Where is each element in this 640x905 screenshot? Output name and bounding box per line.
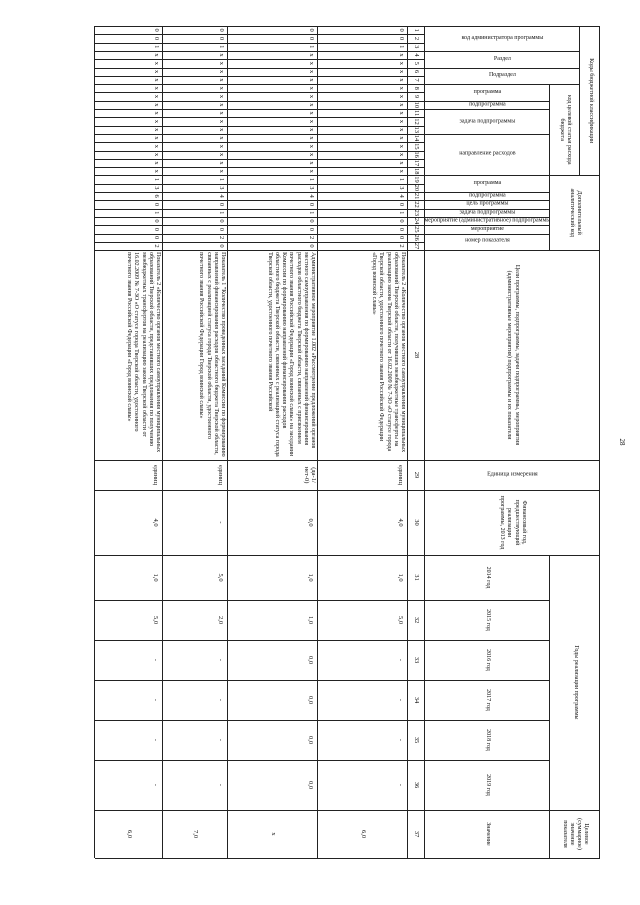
- row-description: Показатель 1 "Количество проведенных заседаний Комиссии по формированию направлений финансирования расходов областного бюджета Тверской области, связанных с реализацией статуса города Тверской области, удостоенного почетного звания Российской Федерации Город воинской славы»: [198, 252, 226, 457]
- row-year-value: 5,0: [151, 615, 159, 625]
- code-digit: 2: [397, 244, 405, 248]
- code-digit: x: [217, 103, 225, 107]
- code-digit: 3: [397, 186, 405, 190]
- code-digit: 0: [397, 227, 405, 231]
- code-digit: 0: [307, 202, 315, 207]
- table-border-left: [95, 26, 600, 27]
- code-digit: x: [397, 136, 405, 140]
- code-digit: x: [152, 153, 160, 157]
- code-digit: 0: [217, 202, 225, 207]
- column-number: 13: [413, 126, 421, 133]
- code-digit: 6: [152, 194, 160, 198]
- code-digit: 0: [307, 36, 315, 41]
- code-digit: 1: [217, 45, 225, 49]
- code-digit: 2: [307, 236, 315, 240]
- code-digit: x: [152, 53, 160, 57]
- code-digit: x: [307, 53, 315, 57]
- code-digit: x: [152, 128, 160, 132]
- header-target: Целевое (суммарное) значение показателя: [561, 818, 590, 850]
- code-digit: 0: [397, 202, 405, 207]
- row-target-value: 6,0: [359, 829, 367, 839]
- row-year-value: 5,0: [396, 615, 404, 625]
- column-rule: [95, 159, 425, 160]
- column-rule: [95, 234, 550, 235]
- code-digit: 0: [152, 227, 160, 231]
- column-number: 23: [413, 209, 421, 216]
- code-digit: 4: [397, 194, 405, 198]
- column-number: 2: [413, 36, 421, 41]
- code-digit: x: [152, 111, 160, 115]
- code-digit: x: [152, 161, 160, 165]
- code-digit: x: [397, 70, 405, 74]
- header-additional-code: Дополнительный аналитический код: [569, 188, 583, 237]
- row-year-value: -: [216, 738, 224, 742]
- column-rule: [95, 175, 600, 176]
- row-target-value: x: [269, 832, 277, 836]
- code-digit: x: [307, 136, 315, 140]
- row-description: Показатель 2 «Количество органов местного самоуправления муниципальных образований Тверской области, получивших межбюджетные трансферты на реализацию закона Тверской области от 16.02.2009 № 7-ЗО «О статусе города Тверской области, удостоенного почетного звания Российской Федерации «Город воинской славы»: [371, 252, 406, 453]
- column-rule: [95, 101, 550, 102]
- header-unit: Единица измерения: [487, 471, 538, 478]
- header-year-2016: 2016 год: [485, 649, 492, 671]
- column-rule: [95, 209, 550, 210]
- code-digit: 0: [307, 227, 315, 231]
- code-digit: x: [217, 111, 225, 115]
- column-number: 15: [413, 143, 421, 150]
- code-digit: 1: [307, 211, 315, 215]
- column-rule: [95, 600, 550, 601]
- code-digit: 0: [397, 36, 405, 41]
- table-border-top: [599, 26, 600, 858]
- code-digit: x: [152, 70, 160, 74]
- row-year-value: 0,0: [306, 695, 314, 705]
- row-year-value: -: [151, 698, 159, 702]
- column-rule: [95, 117, 425, 118]
- code-digit: 1: [307, 45, 315, 49]
- code-digit: x: [397, 128, 405, 132]
- header-add-measure: мероприятие: [470, 225, 505, 232]
- code-digit: 0: [397, 28, 405, 32]
- header-add-subprogram: подпрограмма: [469, 192, 506, 199]
- column-rule: [95, 217, 550, 218]
- row-prev-year: 4,0: [396, 518, 404, 527]
- row-year-value: -: [216, 783, 224, 787]
- column-rule: [95, 84, 580, 85]
- header-admin-code: код администратора программы: [461, 34, 544, 41]
- column-number: 36: [413, 781, 421, 789]
- header-goals: Цели программы, подпрограммы, задачи подпрограммы, мероприятия (административные мероприятия) подпрограммы и их показатели: [506, 264, 520, 446]
- column-rule: [95, 640, 550, 641]
- code-digit: x: [217, 94, 225, 99]
- header-subsection: Подраздел: [489, 72, 516, 79]
- column-rule: [95, 460, 600, 461]
- row-year-value: -: [151, 783, 159, 787]
- column-rule: [95, 126, 425, 127]
- column-number: 14: [413, 134, 421, 142]
- code-digit: 0: [217, 28, 225, 32]
- column-rule: [95, 680, 550, 681]
- code-digit: x: [397, 169, 405, 173]
- row-year-value: 1,0: [306, 615, 314, 625]
- row-year-value: 1,0: [396, 573, 404, 582]
- code-digit: 0: [152, 202, 160, 207]
- header-expense-code: код целевой статьи расхода бюджета: [559, 94, 573, 165]
- column-number: 1: [413, 28, 421, 32]
- code-digit: x: [397, 153, 405, 157]
- code-digit: 1: [152, 211, 160, 215]
- column-rule: [95, 192, 550, 193]
- row-unit: единиц: [216, 464, 224, 486]
- code-digit: 1: [307, 177, 315, 182]
- header-year-2014: 2014 год: [485, 566, 492, 589]
- code-digit: 4: [307, 194, 315, 198]
- row-year-value: -: [151, 738, 159, 742]
- header-add-goal: цель программы: [466, 200, 509, 207]
- column-number: 11: [413, 110, 421, 117]
- header-add-event: мероприятие (административное) подпрограммы: [425, 217, 550, 224]
- code-digit: 0: [217, 244, 225, 248]
- column-number: 18: [413, 168, 421, 175]
- code-digit: x: [397, 53, 405, 57]
- code-digit: x: [307, 119, 315, 124]
- row-description: Показатель 2 «Количество органов местного самоуправления муниципальных образований Тверской области, представивших предложения по получению межбюджетных трансфертов на реализацию закона Тверской области от 16.02.2009 № 7-ЗО «О статусе города Тверской области, удостоенного почетного звания Российской Федерации «Город воинской славы»: [126, 252, 161, 453]
- header-year-2018: 2018 год: [485, 729, 492, 751]
- row-year-value: -: [396, 738, 404, 742]
- code-digit: x: [217, 128, 225, 132]
- row-year-value: -: [216, 698, 224, 702]
- column-number: 24: [413, 217, 421, 225]
- column-rule: [95, 151, 425, 152]
- code-digit: x: [307, 161, 315, 165]
- code-digit: 0: [217, 219, 225, 223]
- row-unit: единиц: [151, 464, 159, 486]
- code-digit: 4: [217, 194, 225, 198]
- column-number: 20: [413, 184, 421, 192]
- code-digit: x: [217, 161, 225, 165]
- column-number: 6: [413, 70, 421, 74]
- code-digit: x: [397, 78, 405, 82]
- code-digit: x: [152, 94, 160, 99]
- column-rule: [95, 51, 580, 52]
- header-budget-codes: Коды бюджетной классификации: [587, 58, 594, 144]
- column-rule: [95, 109, 550, 110]
- code-digit: x: [152, 136, 160, 140]
- row-year-value: -: [396, 658, 404, 662]
- column-rule: [95, 490, 600, 491]
- column-rule: [95, 242, 425, 243]
- code-digit: 0: [152, 36, 160, 41]
- code-digit: x: [217, 144, 225, 148]
- code-digit: x: [152, 144, 160, 148]
- column-number: 26: [413, 234, 421, 241]
- column-number: 22: [413, 201, 421, 208]
- column-number: 3: [413, 45, 421, 49]
- row-year-value: -: [396, 783, 404, 787]
- column-rule: [95, 134, 550, 135]
- code-digit: x: [307, 94, 315, 99]
- row-year-value: 0,0: [306, 655, 314, 665]
- code-digit: x: [217, 153, 225, 157]
- code-digit: x: [307, 86, 315, 90]
- column-number: 21: [413, 192, 421, 200]
- code-digit: x: [397, 161, 405, 165]
- code-digit: 3: [307, 186, 315, 190]
- table-border-right: [95, 858, 600, 859]
- header-add-task: задача подпрограммы: [459, 209, 516, 216]
- column-number: 9: [413, 94, 421, 99]
- column-number: 28: [413, 351, 421, 359]
- header-years: Годы реализации программы: [572, 645, 579, 720]
- code-digit: 1: [217, 177, 225, 182]
- code-digit: x: [307, 61, 315, 65]
- code-digit: x: [217, 70, 225, 74]
- row-target-value: 6,0: [125, 829, 133, 839]
- code-digit: x: [217, 86, 225, 90]
- column-rule: [95, 200, 550, 201]
- row-prev-year: 0,0: [306, 518, 314, 527]
- column-rule: [95, 92, 425, 93]
- code-digit: x: [307, 153, 315, 157]
- column-number: 17: [413, 159, 421, 167]
- column-number: 10: [413, 101, 421, 109]
- column-rule: [95, 225, 550, 226]
- code-digit: 0: [217, 36, 225, 41]
- column-number: 19: [413, 176, 421, 183]
- column-rule: [95, 555, 600, 556]
- row-unit: единиц: [396, 464, 404, 486]
- code-digit: 2: [217, 236, 225, 240]
- code-digit: x: [397, 103, 405, 107]
- column-number: 31: [413, 574, 421, 581]
- header-year-2017: 2017 год: [485, 689, 492, 711]
- code-digit: x: [152, 78, 160, 82]
- header-subprogram: подпрограмма: [469, 101, 506, 108]
- code-digit: 1: [152, 177, 160, 182]
- code-digit: 3: [152, 186, 160, 190]
- code-digit: x: [152, 86, 160, 90]
- row-year-value: 0,0: [306, 735, 314, 745]
- column-number: 27: [413, 242, 421, 250]
- code-digit: 1: [397, 45, 405, 49]
- row-year-value: 0,0: [306, 780, 314, 790]
- column-number: 5: [413, 61, 421, 65]
- row-year-value: 1,0: [151, 573, 159, 582]
- row-target-value: 7,0: [192, 829, 200, 839]
- column-number: 16: [413, 151, 421, 158]
- column-number: 7: [413, 78, 421, 82]
- code-digit: x: [397, 119, 405, 124]
- code-digit: 0: [307, 244, 315, 248]
- code-digit: 2: [152, 244, 160, 248]
- header-year-2015: 2015 год: [485, 609, 492, 631]
- column-number: 35: [413, 736, 421, 744]
- header-prev-year: Финансовый год, предшествующий реализации программы, 2013 год: [499, 495, 527, 550]
- code-digit: x: [217, 119, 225, 124]
- code-digit: x: [217, 61, 225, 65]
- code-digit: x: [217, 53, 225, 57]
- header-rule: [579, 26, 580, 175]
- code-digit: x: [307, 144, 315, 148]
- code-digit: 0: [307, 219, 315, 223]
- column-number: 32: [413, 616, 421, 624]
- code-digit: x: [307, 103, 315, 107]
- column-rule: [95, 250, 600, 251]
- code-digit: 1: [397, 211, 405, 215]
- column-number: 12: [413, 118, 421, 125]
- code-digit: 0: [217, 227, 225, 231]
- code-digit: x: [397, 61, 405, 65]
- code-digit: x: [307, 169, 315, 173]
- column-rule: [95, 720, 550, 721]
- column-rule: [95, 76, 425, 77]
- column-rule: [95, 34, 425, 35]
- code-digit: x: [307, 128, 315, 132]
- column-number: 8: [413, 86, 421, 90]
- row-prev-year: 4,0: [151, 518, 159, 527]
- code-digit: x: [397, 111, 405, 115]
- column-number: 25: [413, 226, 421, 233]
- header-rule: [549, 84, 550, 175]
- row-year-value: -: [396, 698, 404, 702]
- row-year-value: 5,0: [216, 573, 224, 582]
- row-description: Административное мероприятие 1.002 «Рассмотрение предложений органов местного самоуправления по формированию направлений финансирования расходов областного бюджета Тверской области, связанных с присвоением почетного звания Российской Федерации «Город воинской славы» на заседании Комиссии по формированию направлений финансирования расходов областного бюджета Тверской области, связанных с реализацией статуса города Тверской области, удостоенного почетного звания Российской: [266, 252, 316, 457]
- header-program: программа: [473, 88, 502, 95]
- code-digit: 1: [217, 211, 225, 215]
- code-digit: x: [152, 169, 160, 173]
- code-digit: x: [152, 61, 160, 65]
- code-digit: x: [307, 70, 315, 74]
- column-number: 29: [413, 471, 421, 479]
- row-year-value: -: [216, 658, 224, 662]
- header-add-program: программа: [473, 180, 502, 187]
- code-digit: x: [152, 103, 160, 107]
- code-digit: 1: [397, 177, 405, 182]
- header-subprogram-task: задача подпрограммы: [459, 117, 516, 124]
- column-number: 33: [413, 656, 421, 664]
- header-rule: [549, 175, 550, 250]
- code-digit: 3: [217, 186, 225, 190]
- column-rule: [95, 184, 425, 185]
- column-number: 34: [413, 696, 421, 704]
- row-year-value: 1,0: [306, 573, 314, 582]
- column-rule: [95, 43, 425, 44]
- code-digit: x: [307, 111, 315, 115]
- row-unit: (да-1/нет-0): [303, 466, 318, 484]
- column-rule: [95, 59, 425, 60]
- header-section: Раздел: [494, 55, 511, 62]
- code-digit: x: [217, 136, 225, 140]
- header-add-indicator-no: номер показателя: [465, 238, 510, 245]
- code-digit: x: [217, 78, 225, 82]
- column-rule: [95, 68, 580, 69]
- code-digit: x: [307, 78, 315, 82]
- code-digit: 1: [152, 45, 160, 49]
- code-digit: 0: [397, 236, 405, 240]
- header-value: Значение: [485, 822, 492, 846]
- code-digit: x: [397, 86, 405, 90]
- column-number: 37: [413, 830, 421, 838]
- row-year-value: -: [151, 658, 159, 662]
- column-number: 4: [413, 53, 421, 57]
- column-rule: [95, 142, 425, 143]
- code-digit: x: [152, 119, 160, 124]
- code-digit: 0: [152, 236, 160, 240]
- page-number: 28: [618, 438, 626, 446]
- column-rule: [95, 810, 600, 811]
- column-number: 30: [413, 519, 421, 526]
- header-year-2019: 2019 год: [485, 774, 492, 796]
- code-digit: 0: [397, 219, 405, 223]
- column-rule: [95, 760, 550, 761]
- code-digit: x: [397, 144, 405, 148]
- row-year-value: 2,0: [216, 615, 224, 625]
- code-digit: 0: [307, 28, 315, 32]
- column-rule: [95, 167, 425, 168]
- code-digit: 0: [152, 28, 160, 32]
- header-expense-direction: направление расходов: [459, 151, 516, 158]
- code-digit: x: [397, 94, 405, 99]
- row-prev-year: -: [216, 521, 224, 524]
- code-digit: 0: [152, 219, 160, 223]
- code-digit: x: [217, 169, 225, 173]
